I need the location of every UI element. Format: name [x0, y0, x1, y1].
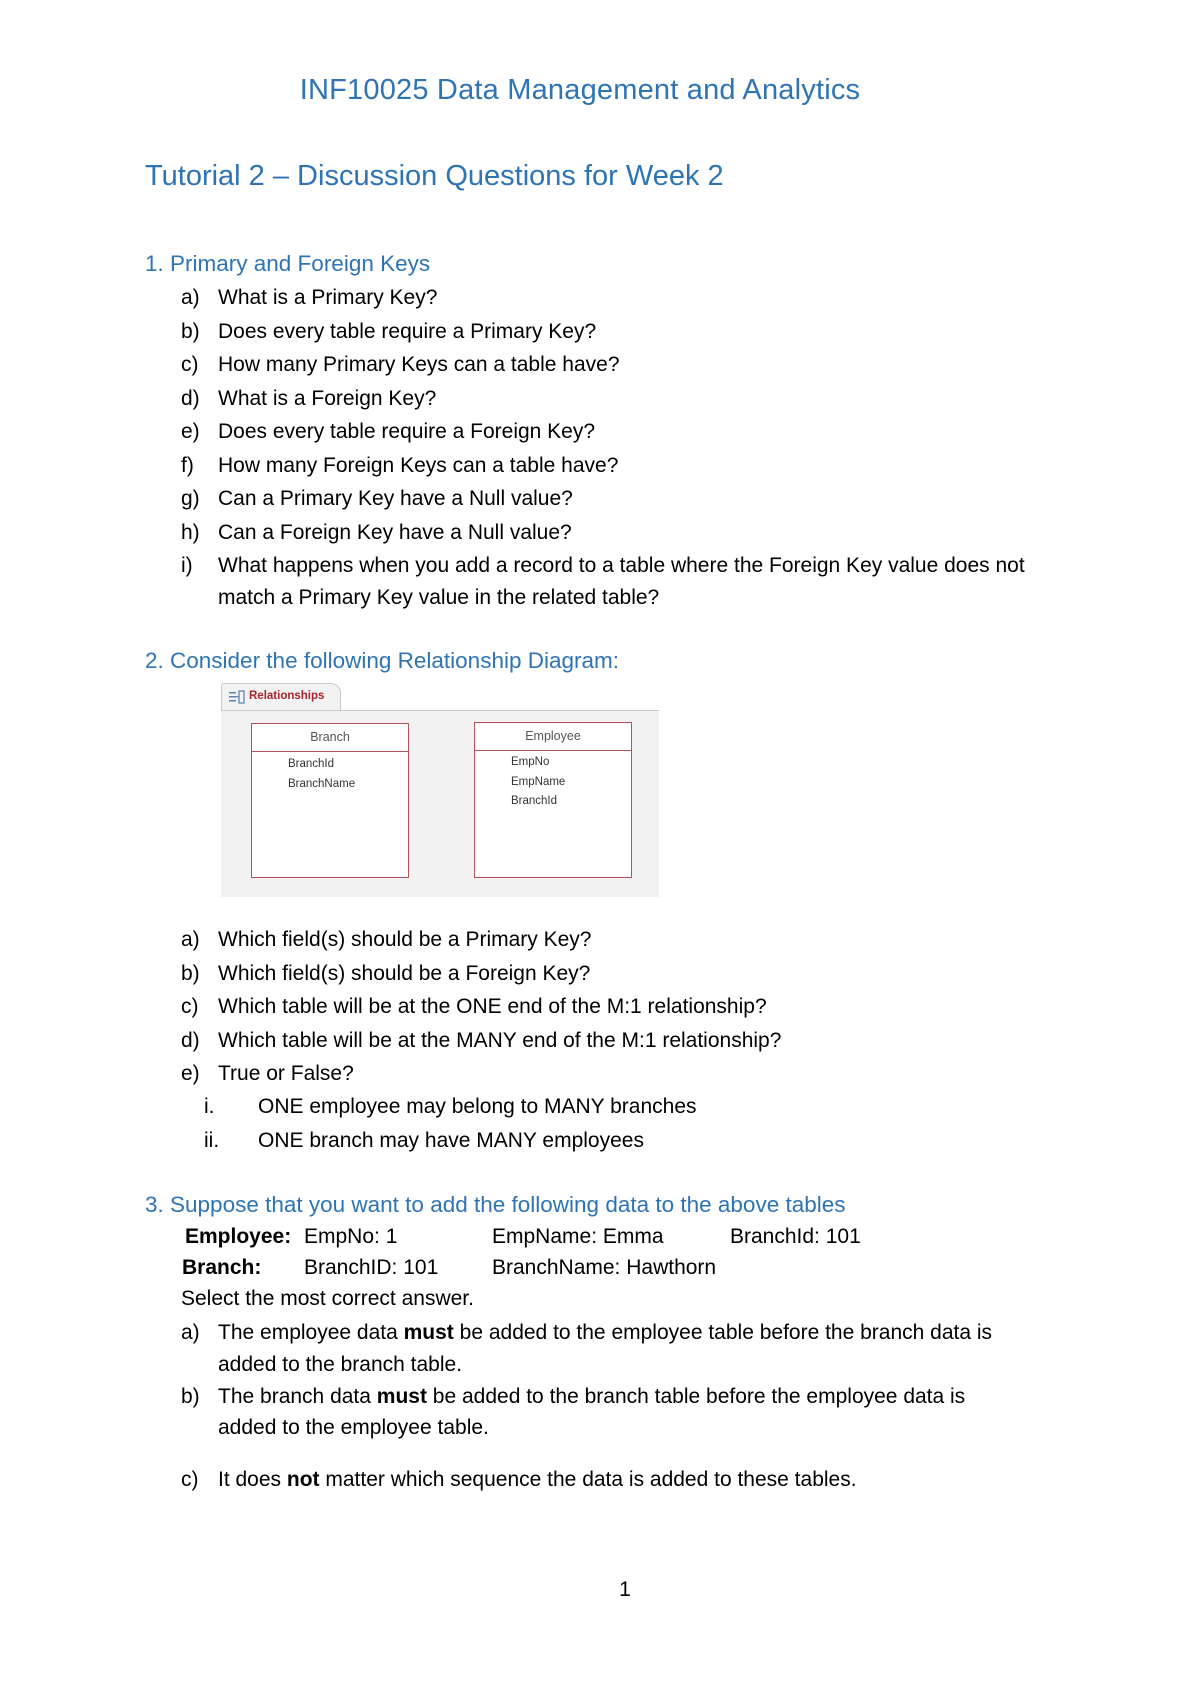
- list-marker: b): [181, 1384, 200, 1408]
- list-marker: d): [181, 386, 200, 410]
- employee-table-title: Employee: [475, 723, 631, 751]
- list-marker: a): [181, 928, 200, 951]
- page-number: 1: [619, 1578, 631, 1601]
- list-marker: c): [181, 995, 199, 1018]
- question-2e: [181, 1057, 1101, 1091]
- question-text: Does every table require a Foreign Key?: [218, 420, 596, 443]
- list-marker: h): [181, 520, 200, 544]
- question-2b: [181, 957, 1101, 991]
- employee-field-branchid: BranchId: [511, 795, 558, 807]
- list-marker: ii.: [204, 1128, 220, 1152]
- statement-ii: [204, 1124, 697, 1158]
- question-1f: [181, 449, 1101, 483]
- question-text: What is a Primary Key?: [218, 286, 438, 309]
- course-title: INF10025 Data Management and Analytics: [299, 74, 861, 106]
- list-marker: i.: [204, 1095, 215, 1118]
- branch-table-title: Branch: [252, 724, 408, 752]
- list-marker: d): [181, 1028, 200, 1052]
- list-marker: i): [181, 554, 193, 577]
- answer-text-continued: added to the branch table.: [218, 1352, 463, 1376]
- answer-emphasis: must: [403, 1321, 454, 1344]
- employee-empname: EmpName: Emma: [492, 1225, 664, 1248]
- statement-i: [204, 1090, 697, 1124]
- answer-text-continued: added to the employee table.: [218, 1416, 489, 1439]
- section-3-heading: 3. Suppose that you want to add the following data to the above tables: [145, 1192, 846, 1217]
- list-marker: a): [181, 286, 200, 309]
- answer-emphasis: must: [376, 1384, 427, 1408]
- statement-text: ONE employee may belong to MANY branches: [258, 1095, 697, 1118]
- list-marker: c): [181, 1468, 199, 1491]
- question-text: What happens when you add a record to a table where the Foreign Key value does not: [218, 554, 1025, 577]
- answer-text: The employee data: [218, 1321, 404, 1344]
- section-2-true-false-list: [204, 1090, 697, 1157]
- question-1h: [181, 516, 1101, 550]
- relationships-icon: [229, 690, 245, 704]
- employee-row-label: Employee:: [185, 1225, 292, 1248]
- question-1i: [181, 549, 1101, 613]
- answer-b: [181, 1380, 1101, 1444]
- question-1b: [181, 315, 1101, 349]
- section-1-heading: 1. Primary and Foreign Keys: [145, 251, 431, 276]
- branch-field-branchid: BranchId: [288, 758, 335, 770]
- relationship-diagram: [221, 680, 659, 897]
- answer-text: It does: [218, 1468, 287, 1491]
- section-2-heading: 2. Consider the following Relationship Diagram:: [145, 648, 619, 673]
- question-2d: [181, 1024, 1101, 1058]
- question-1d: [181, 382, 1101, 416]
- question-text: Which table will be at the MANY end of the M:1 relationship?: [218, 1028, 782, 1052]
- branch-branchname: BranchName: Hawthorn: [492, 1256, 717, 1279]
- employee-branchid: BranchId: 101: [730, 1225, 861, 1248]
- question-1g: [181, 482, 1101, 516]
- branch-branchid: BranchID: 101: [304, 1256, 439, 1279]
- question-text: How many Foreign Keys can a table have?: [218, 453, 619, 477]
- question-1e: [181, 415, 1101, 449]
- list-marker: b): [181, 961, 200, 985]
- section-2-question-list: [181, 923, 1101, 1091]
- branch-row-label: Branch:: [182, 1256, 262, 1279]
- relationships-tab-label: Relationships: [249, 690, 325, 702]
- answer-a: [181, 1316, 1101, 1380]
- employee-field-empname: EmpName: [511, 775, 566, 788]
- answer-emphasis: not: [286, 1468, 320, 1491]
- question-text: Can a Foreign Key have a Null value?: [218, 520, 572, 544]
- statement-text: ONE branch may have MANY employees: [258, 1128, 644, 1152]
- question-text: How many Primary Keys can a table have?: [218, 353, 620, 376]
- question-text: Which field(s) should be a Foreign Key?: [218, 961, 591, 985]
- diagram-tab-bar: [221, 680, 659, 711]
- employee-field-empno: EmpNo: [511, 756, 550, 768]
- employee-empno: EmpNo: 1: [304, 1225, 398, 1248]
- question-text: True or False?: [218, 1062, 354, 1085]
- question-text: Which field(s) should be a Primary Key?: [218, 928, 592, 951]
- tutorial-title: Tutorial 2 – Discussion Questions for Week 2: [145, 160, 724, 192]
- question-1c: [181, 348, 1101, 382]
- question-text: What is a Foreign Key?: [218, 386, 437, 410]
- list-marker: g): [181, 487, 200, 510]
- answer-c: [181, 1463, 1101, 1497]
- list-marker: e): [181, 420, 200, 443]
- question-1a: [181, 281, 1101, 315]
- employee-table[interactable]: [474, 722, 632, 878]
- question-2c: [181, 990, 1101, 1024]
- section-1-question-list: [181, 281, 1101, 613]
- question-text: Which table will be at the ONE end of the M:1 relationship?: [218, 995, 767, 1018]
- list-marker: f): [181, 453, 194, 477]
- answer-instruction: Select the most correct answer.: [181, 1287, 474, 1310]
- list-marker: c): [181, 353, 199, 376]
- list-marker: e): [181, 1062, 200, 1085]
- answer-text: matter which sequence the data is added to these tables.: [319, 1468, 857, 1491]
- question-text: Does every table require a Primary Key?: [218, 319, 597, 343]
- list-marker: a): [181, 1321, 200, 1344]
- relationships-tab[interactable]: [221, 683, 341, 710]
- branch-table[interactable]: [251, 723, 409, 878]
- question-2a: [181, 923, 1101, 957]
- answer-text: be added to the branch table before the employee data is: [426, 1384, 966, 1408]
- list-marker: b): [181, 319, 200, 343]
- question-text-continued: match a Primary Key value in the related table?: [218, 585, 660, 609]
- branch-field-branchname: BranchName: [288, 777, 356, 790]
- answer-text: be added to the employee table before the branch data is: [453, 1321, 993, 1344]
- answer-text: The branch data: [218, 1384, 377, 1408]
- section-3-answer-list: [181, 1316, 1101, 1497]
- question-text: Can a Primary Key have a Null value?: [218, 487, 573, 510]
